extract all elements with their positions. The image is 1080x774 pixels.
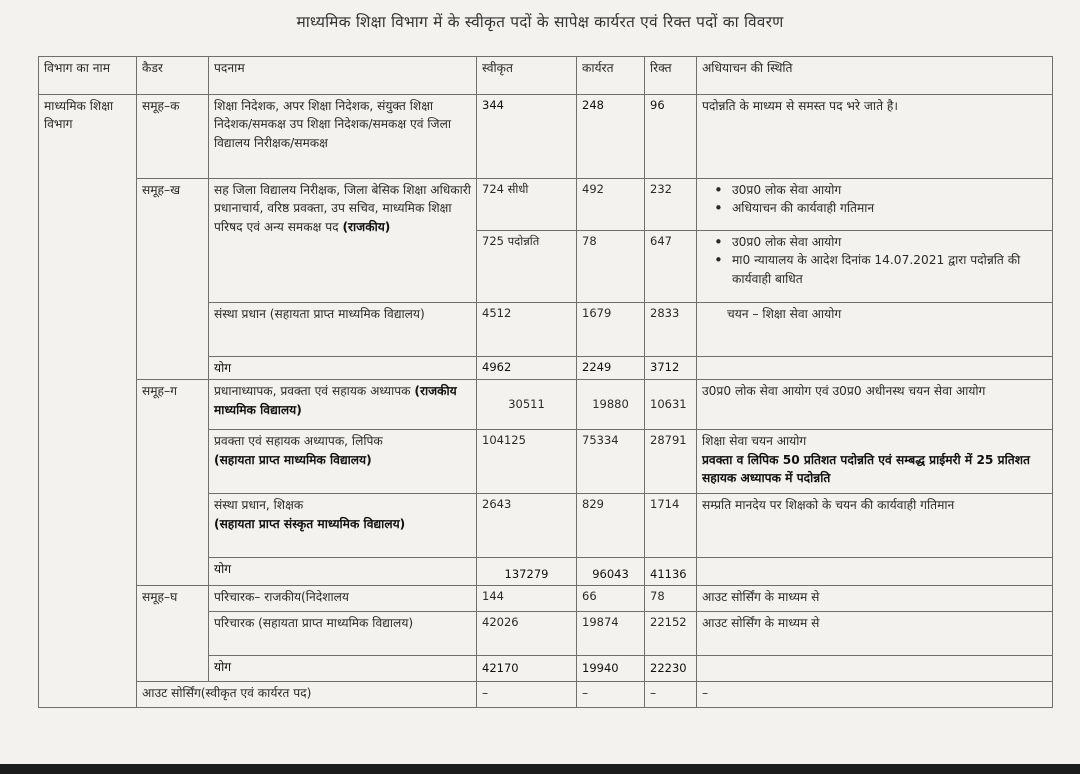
total-working: 19940 <box>577 656 645 682</box>
vacant-cell: 10631 <box>645 380 697 430</box>
total-vacant: 41136 <box>645 558 697 586</box>
empty-cell <box>697 558 1053 586</box>
post-text-bold: (सहायता प्राप्त संस्कृत माध्यमिक विद्यालय) <box>214 516 406 531</box>
sanctioned-cell: 344 <box>477 95 577 179</box>
outsourcing-label: आउट सोर्सिंग(स्वीकृत एवं कार्यरत पद) <box>137 682 477 708</box>
total-label: योग <box>209 558 477 586</box>
dept-name-cell: माध्यमिक शिक्षा विभाग <box>39 95 137 708</box>
working-cell: 829 <box>577 494 645 558</box>
table-row <box>39 179 1053 231</box>
status-cell: उ0प्र0 लोक सेवा आयोग एवं उ0प्र0 अधीनस्थ चयन सेवा आयोग <box>697 380 1053 430</box>
sanctioned-cell: 4512 <box>477 303 577 357</box>
table-row <box>39 380 1053 430</box>
status-text-bold: प्रवक्ता व लिपिक 50 प्रतिशत पदोन्नति एवं सम्बद्ध प्राईमरी में 25 प्रतिशत सहायक अध्यापक में पदोन्नति <box>702 452 1030 485</box>
total-sanctioned: 4962 <box>477 357 577 380</box>
header-cadre: कैडर <box>137 57 209 95</box>
post-cell: शिक्षा निदेशक, अपर शिक्षा निदेशक, संयुक्त शिक्षा निदेशक/समकक्ष उप शिक्षा निदेशक/समकक्ष एवं जिला विद्यालय निरीक्षक/समकक्ष <box>209 95 477 179</box>
post-text: प्रधानाध्यापक, प्रवक्ता एवं सहायक अध्यापक <box>214 384 411 399</box>
working-cell: 1679 <box>577 303 645 357</box>
working-cell: 75334 <box>577 430 645 494</box>
table-row <box>39 682 1053 708</box>
post-text: संस्था प्रधान, शिक्षक <box>214 498 304 513</box>
post-cell: संस्था प्रधान (सहायता प्राप्त माध्यमिक विद्यालय) <box>209 303 477 357</box>
post-text-bold: (राजकीय) <box>342 219 391 234</box>
status-cell <box>697 430 1053 494</box>
vacant-cell: 1714 <box>645 494 697 558</box>
status-cell <box>697 179 1053 231</box>
sanctioned-cell: 144 <box>477 586 577 612</box>
header-row <box>39 57 1053 95</box>
total-working: 2249 <box>577 357 645 380</box>
dash-cell: – <box>477 682 577 708</box>
sanctioned-cell: 42026 <box>477 612 577 656</box>
cadre-cell: समूह–क <box>137 95 209 179</box>
table-row <box>39 586 1053 612</box>
dash-cell: – <box>697 682 1053 708</box>
status-cell: चयन – शिक्षा सेवा आयोग <box>697 303 1053 357</box>
post-cell <box>209 430 477 494</box>
post-cell <box>209 494 477 558</box>
vacant-cell: 28791 <box>645 430 697 494</box>
dash-cell: – <box>577 682 645 708</box>
page-title: माध्यमिक शिक्षा विभाग में के स्वीकृत पदों के सापेक्ष कार्यरत एवं रिक्त पदों का विवरण <box>296 13 784 31</box>
total-label: योग <box>209 656 477 682</box>
working-cell: 66 <box>577 586 645 612</box>
total-sanctioned: 137279 <box>477 558 577 586</box>
post-text-bold: (सहायता प्राप्त माध्यमिक विद्यालय) <box>214 452 372 467</box>
cadre-cell: समूह–ख <box>137 179 209 380</box>
working-cell: 248 <box>577 95 645 179</box>
dash-cell: – <box>645 682 697 708</box>
empty-cell <box>697 357 1053 380</box>
header-dept: विभाग का नाम <box>39 57 137 95</box>
vacant-cell: 232 <box>645 179 697 231</box>
total-label: योग <box>209 357 477 380</box>
total-sanctioned: 42170 <box>477 656 577 682</box>
sanctioned-cell: 724 सीधी <box>477 179 577 231</box>
vacant-cell: 96 <box>645 95 697 179</box>
header-status: अधियाचन की स्थिति <box>697 57 1053 95</box>
status-bullet: • उ0प्र0 लोक सेवा आयोग <box>732 181 1047 199</box>
status-cell: आउट सोर्सिंग के माध्यम से <box>697 612 1053 656</box>
bottom-border <box>0 764 1080 774</box>
status-bullet: • अधियाचन की कार्यवाही गतिमान <box>732 199 1047 217</box>
status-cell: सम्प्रति मानदेय पर शिक्षको के चयन की कार्यवाही गतिमान <box>697 494 1053 558</box>
vacant-cell: 647 <box>645 231 697 303</box>
vacancy-table <box>38 56 1053 708</box>
post-cell: परिचारक (सहायता प्राप्त माध्यमिक विद्यालय) <box>209 612 477 656</box>
header-working: कार्यरत <box>577 57 645 95</box>
vacant-cell: 78 <box>645 586 697 612</box>
working-cell: 19880 <box>577 380 645 430</box>
cadre-cell: समूह–घ <box>137 586 209 682</box>
header-sanctioned: स्वीकृत <box>477 57 577 95</box>
status-cell: आउट सोर्सिंग के माध्यम से <box>697 586 1053 612</box>
total-vacant: 22230 <box>645 656 697 682</box>
sanctioned-cell: 2643 <box>477 494 577 558</box>
sanctioned-cell: 725 पदोन्नति <box>477 231 577 303</box>
post-text: सह जिला विद्यालय निरीक्षक, जिला बेसिक शिक्षा अधिकारी प्रधानाचार्य, वरिष्ठ प्रवक्ता, उप सचिव, माध्यमिक शिक्षा परिषद एवं अन्य समकक्ष पद <box>214 183 471 234</box>
status-cell <box>697 231 1053 303</box>
status-bullet: • उ0प्र0 लोक सेवा आयोग <box>732 233 1047 251</box>
post-cell <box>209 380 477 430</box>
post-text-bold: (राजकीय माध्यमिक विद्यालय) <box>214 384 457 417</box>
working-cell: 78 <box>577 231 645 303</box>
cadre-cell: समूह–ग <box>137 380 209 586</box>
total-working: 96043 <box>577 558 645 586</box>
status-text: शिक्षा सेवा चयन आयोग <box>702 434 807 449</box>
header-post: पदनाम <box>209 57 477 95</box>
empty-cell <box>697 656 1053 682</box>
post-cell <box>209 179 477 303</box>
post-text: प्रवक्ता एवं सहायक अध्यापक, लिपिक <box>214 434 383 449</box>
post-cell: परिचारक– राजकीय(निदेशालय <box>209 586 477 612</box>
working-cell: 492 <box>577 179 645 231</box>
table-row <box>39 95 1053 179</box>
status-cell: पदोन्नति के माध्यम से समस्त पद भरे जाते है। <box>697 95 1053 179</box>
total-vacant: 3712 <box>645 357 697 380</box>
vacant-cell: 2833 <box>645 303 697 357</box>
sanctioned-cell: 30511 <box>477 380 577 430</box>
header-vacant: रिक्त <box>645 57 697 95</box>
working-cell: 19874 <box>577 612 645 656</box>
status-bullet: • मा0 न्यायालय के आदेश दिनांक 14.07.2021 द्वारा पदोन्नति की कार्यवाही बाधित <box>732 251 1047 288</box>
sanctioned-cell: 104125 <box>477 430 577 494</box>
vacant-cell: 22152 <box>645 612 697 656</box>
